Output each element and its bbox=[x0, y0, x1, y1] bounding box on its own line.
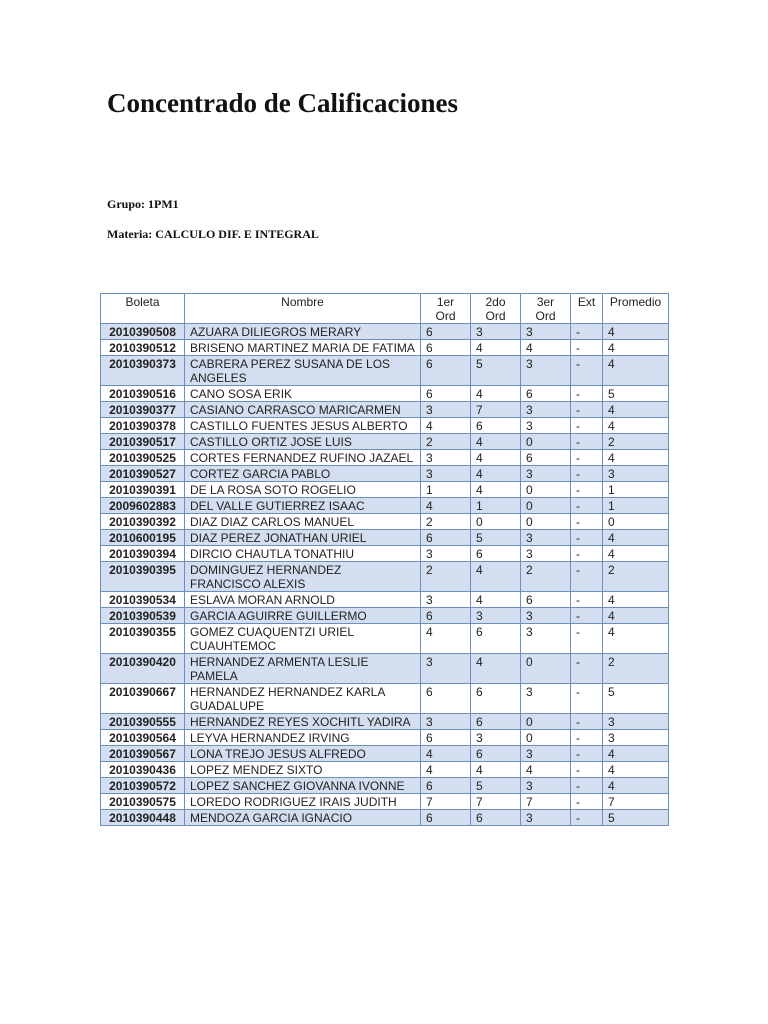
ord3-cell: 0 bbox=[521, 482, 571, 498]
ext-cell: - bbox=[571, 530, 603, 546]
nombre-cell: HERNANDEZ ARMENTA LESLIE PAMELA bbox=[185, 654, 421, 684]
nombre-cell: LOPEZ SANCHEZ GIOVANNA IVONNE bbox=[185, 778, 421, 794]
ext-cell: - bbox=[571, 592, 603, 608]
ord2-cell: 4 bbox=[471, 562, 521, 592]
ord1-cell: 3 bbox=[421, 466, 471, 482]
ord3-cell: 3 bbox=[521, 418, 571, 434]
promedio-cell: 4 bbox=[603, 324, 669, 340]
boleta-cell: 2010390527 bbox=[101, 466, 185, 482]
nombre-cell: MENDOZA GARCIA IGNACIO bbox=[185, 810, 421, 826]
ord1-cell: 4 bbox=[421, 498, 471, 514]
ord2-cell: 7 bbox=[471, 794, 521, 810]
header-3er-ord: 3er Ord bbox=[521, 294, 571, 324]
ord3-cell: 6 bbox=[521, 386, 571, 402]
ord2-cell: 4 bbox=[471, 466, 521, 482]
ord3-cell: 3 bbox=[521, 746, 571, 762]
table-row bbox=[101, 592, 669, 608]
header-promedio: Promedio bbox=[603, 294, 669, 324]
boleta-cell: 2010390512 bbox=[101, 340, 185, 356]
ord2-cell: 6 bbox=[471, 810, 521, 826]
nombre-cell: DIAZ DIAZ CARLOS MANUEL bbox=[185, 514, 421, 530]
nombre-cell: AZUARA DILIEGROS MERARY bbox=[185, 324, 421, 340]
ord3-cell: 3 bbox=[521, 466, 571, 482]
header-ext: Ext bbox=[571, 294, 603, 324]
promedio-cell: 4 bbox=[603, 746, 669, 762]
boleta-cell: 2010600195 bbox=[101, 530, 185, 546]
ord2-cell: 4 bbox=[471, 482, 521, 498]
ord3-cell: 0 bbox=[521, 434, 571, 450]
table-row bbox=[101, 762, 669, 778]
boleta-cell: 2010390564 bbox=[101, 730, 185, 746]
ext-cell: - bbox=[571, 730, 603, 746]
ord2-cell: 3 bbox=[471, 730, 521, 746]
promedio-cell: 4 bbox=[603, 762, 669, 778]
grades-table bbox=[100, 293, 669, 826]
ext-cell: - bbox=[571, 498, 603, 514]
ord1-cell: 6 bbox=[421, 810, 471, 826]
ord2-cell: 4 bbox=[471, 762, 521, 778]
table-row bbox=[101, 450, 669, 466]
ext-cell: - bbox=[571, 794, 603, 810]
ext-cell: - bbox=[571, 778, 603, 794]
ext-cell: - bbox=[571, 340, 603, 356]
ord3-cell: 3 bbox=[521, 402, 571, 418]
promedio-cell: 2 bbox=[603, 654, 669, 684]
ext-cell: - bbox=[571, 324, 603, 340]
boleta-cell: 2010390436 bbox=[101, 762, 185, 778]
ord1-cell: 6 bbox=[421, 730, 471, 746]
ord2-cell: 6 bbox=[471, 418, 521, 434]
table-row bbox=[101, 340, 669, 356]
ord1-cell: 3 bbox=[421, 450, 471, 466]
table-row bbox=[101, 778, 669, 794]
ord3-cell: 6 bbox=[521, 450, 571, 466]
nombre-cell: CASTILLO FUENTES JESUS ALBERTO bbox=[185, 418, 421, 434]
nombre-cell: DOMINGUEZ HERNANDEZ FRANCISCO ALEXIS bbox=[185, 562, 421, 592]
ord2-cell: 4 bbox=[471, 592, 521, 608]
ord1-cell: 2 bbox=[421, 514, 471, 530]
ord2-cell: 6 bbox=[471, 684, 521, 714]
nombre-cell: DIRCIO CHAUTLA TONATHIU bbox=[185, 546, 421, 562]
boleta-cell: 2010390516 bbox=[101, 386, 185, 402]
ord2-cell: 6 bbox=[471, 624, 521, 654]
ord2-cell: 4 bbox=[471, 386, 521, 402]
nombre-cell: GOMEZ CUAQUENTZI URIEL CUAUHTEMOC bbox=[185, 624, 421, 654]
header-boleta: Boleta bbox=[101, 294, 185, 324]
ord2-cell: 3 bbox=[471, 324, 521, 340]
ord1-cell: 3 bbox=[421, 654, 471, 684]
promedio-cell: 1 bbox=[603, 498, 669, 514]
nombre-cell: ESLAVA MORAN ARNOLD bbox=[185, 592, 421, 608]
ext-cell: - bbox=[571, 514, 603, 530]
table-row bbox=[101, 714, 669, 730]
ord3-cell: 3 bbox=[521, 684, 571, 714]
ord2-cell: 5 bbox=[471, 530, 521, 546]
promedio-cell: 2 bbox=[603, 562, 669, 592]
boleta-cell: 2010390555 bbox=[101, 714, 185, 730]
boleta-cell: 2010390539 bbox=[101, 608, 185, 624]
promedio-cell: 4 bbox=[603, 356, 669, 386]
table-row bbox=[101, 466, 669, 482]
ord3-cell: 3 bbox=[521, 530, 571, 546]
ord2-cell: 5 bbox=[471, 778, 521, 794]
boleta-cell: 2010390575 bbox=[101, 794, 185, 810]
ext-cell: - bbox=[571, 562, 603, 592]
ord2-cell: 3 bbox=[471, 608, 521, 624]
ord1-cell: 6 bbox=[421, 608, 471, 624]
ext-cell: - bbox=[571, 684, 603, 714]
ord2-cell: 6 bbox=[471, 746, 521, 762]
boleta-cell: 2010390420 bbox=[101, 654, 185, 684]
ord3-cell: 2 bbox=[521, 562, 571, 592]
boleta-cell: 2009602883 bbox=[101, 498, 185, 514]
ord3-cell: 0 bbox=[521, 654, 571, 684]
ord2-cell: 4 bbox=[471, 340, 521, 356]
ord3-cell: 3 bbox=[521, 608, 571, 624]
nombre-cell: CABRERA PEREZ SUSANA DE LOS ANGELES bbox=[185, 356, 421, 386]
promedio-cell: 4 bbox=[603, 450, 669, 466]
table-row bbox=[101, 684, 669, 714]
header-nombre: Nombre bbox=[185, 294, 421, 324]
table-row bbox=[101, 746, 669, 762]
ext-cell: - bbox=[571, 654, 603, 684]
ord1-cell: 6 bbox=[421, 340, 471, 356]
nombre-cell: DIAZ PEREZ JONATHAN URIEL bbox=[185, 530, 421, 546]
ord2-cell: 6 bbox=[471, 714, 521, 730]
nombre-cell: LOREDO RODRIGUEZ IRAIS JUDITH bbox=[185, 794, 421, 810]
ext-cell: - bbox=[571, 546, 603, 562]
boleta-cell: 2010390392 bbox=[101, 514, 185, 530]
boleta-cell: 2010390525 bbox=[101, 450, 185, 466]
promedio-cell: 4 bbox=[603, 778, 669, 794]
ord3-cell: 0 bbox=[521, 498, 571, 514]
promedio-cell: 0 bbox=[603, 514, 669, 530]
table-row bbox=[101, 530, 669, 546]
table-row bbox=[101, 418, 669, 434]
ord1-cell: 2 bbox=[421, 434, 471, 450]
ext-cell: - bbox=[571, 762, 603, 778]
promedio-cell: 5 bbox=[603, 386, 669, 402]
boleta-cell: 2010390567 bbox=[101, 746, 185, 762]
boleta-cell: 2010390355 bbox=[101, 624, 185, 654]
nombre-cell: GARCIA AGUIRRE GUILLERMO bbox=[185, 608, 421, 624]
nombre-cell: CASIANO CARRASCO MARICARMEN bbox=[185, 402, 421, 418]
ord1-cell: 6 bbox=[421, 356, 471, 386]
ord3-cell: 3 bbox=[521, 356, 571, 386]
ext-cell: - bbox=[571, 386, 603, 402]
nombre-cell: CORTEZ GARCIA PABLO bbox=[185, 466, 421, 482]
ext-cell: - bbox=[571, 418, 603, 434]
promedio-cell: 4 bbox=[603, 546, 669, 562]
ord1-cell: 4 bbox=[421, 624, 471, 654]
ord1-cell: 4 bbox=[421, 746, 471, 762]
promedio-cell: 4 bbox=[603, 340, 669, 356]
table-header-row bbox=[101, 294, 669, 324]
ord3-cell: 0 bbox=[521, 514, 571, 530]
ord1-cell: 1 bbox=[421, 482, 471, 498]
ord1-cell: 7 bbox=[421, 794, 471, 810]
boleta-cell: 2010390377 bbox=[101, 402, 185, 418]
boleta-cell: 2010390394 bbox=[101, 546, 185, 562]
ord1-cell: 6 bbox=[421, 324, 471, 340]
promedio-cell: 4 bbox=[603, 624, 669, 654]
table-row bbox=[101, 562, 669, 592]
ext-cell: - bbox=[571, 482, 603, 498]
table-row bbox=[101, 794, 669, 810]
table-row bbox=[101, 730, 669, 746]
promedio-cell: 5 bbox=[603, 684, 669, 714]
ext-cell: - bbox=[571, 434, 603, 450]
table-row bbox=[101, 434, 669, 450]
ord3-cell: 3 bbox=[521, 546, 571, 562]
ord2-cell: 0 bbox=[471, 514, 521, 530]
table-row bbox=[101, 514, 669, 530]
promedio-cell: 1 bbox=[603, 482, 669, 498]
ext-cell: - bbox=[571, 746, 603, 762]
table-row bbox=[101, 356, 669, 386]
ord1-cell: 3 bbox=[421, 402, 471, 418]
nombre-cell: HERNANDEZ REYES XOCHITL YADIRA bbox=[185, 714, 421, 730]
ord3-cell: 0 bbox=[521, 730, 571, 746]
ext-cell: - bbox=[571, 450, 603, 466]
boleta-cell: 2010390572 bbox=[101, 778, 185, 794]
ext-cell: - bbox=[571, 714, 603, 730]
ord1-cell: 6 bbox=[421, 684, 471, 714]
table-row bbox=[101, 498, 669, 514]
nombre-cell: DEL VALLE GUTIERREZ ISAAC bbox=[185, 498, 421, 514]
boleta-cell: 2010390395 bbox=[101, 562, 185, 592]
nombre-cell: LONA TREJO JESUS ALFREDO bbox=[185, 746, 421, 762]
group-label: Grupo: 1PM1 bbox=[107, 197, 179, 211]
table-body bbox=[101, 324, 669, 826]
ord1-cell: 4 bbox=[421, 418, 471, 434]
ord3-cell: 3 bbox=[521, 778, 571, 794]
promedio-cell: 3 bbox=[603, 730, 669, 746]
ord3-cell: 3 bbox=[521, 624, 571, 654]
ord1-cell: 6 bbox=[421, 386, 471, 402]
table-row bbox=[101, 624, 669, 654]
table-row bbox=[101, 386, 669, 402]
promedio-cell: 4 bbox=[603, 418, 669, 434]
ord1-cell: 3 bbox=[421, 592, 471, 608]
nombre-cell: CORTES FERNANDEZ RUFINO JAZAEL bbox=[185, 450, 421, 466]
ord1-cell: 6 bbox=[421, 530, 471, 546]
ext-cell: - bbox=[571, 356, 603, 386]
boleta-cell: 2010390667 bbox=[101, 684, 185, 714]
table-row bbox=[101, 546, 669, 562]
subject-label: Materia: CALCULO DIF. E INTEGRAL bbox=[107, 227, 319, 241]
nombre-cell: HERNANDEZ HERNANDEZ KARLA GUADALUPE bbox=[185, 684, 421, 714]
ord3-cell: 3 bbox=[521, 810, 571, 826]
ord2-cell: 5 bbox=[471, 356, 521, 386]
promedio-cell: 4 bbox=[603, 592, 669, 608]
boleta-cell: 2010390391 bbox=[101, 482, 185, 498]
ext-cell: - bbox=[571, 402, 603, 418]
promedio-cell: 2 bbox=[603, 434, 669, 450]
ext-cell: - bbox=[571, 466, 603, 482]
ord3-cell: 4 bbox=[521, 340, 571, 356]
table-row bbox=[101, 810, 669, 826]
boleta-cell: 2010390373 bbox=[101, 356, 185, 386]
ord2-cell: 6 bbox=[471, 546, 521, 562]
nombre-cell: BRISENO MARTINEZ MARIA DE FATIMA bbox=[185, 340, 421, 356]
boleta-cell: 2010390378 bbox=[101, 418, 185, 434]
header-2do-ord: 2do Ord bbox=[471, 294, 521, 324]
document-title: Concentrado de Calificaciones bbox=[107, 88, 458, 118]
ord1-cell: 3 bbox=[421, 714, 471, 730]
promedio-cell: 4 bbox=[603, 402, 669, 418]
nombre-cell: DE LA ROSA SOTO ROGELIO bbox=[185, 482, 421, 498]
ord1-cell: 2 bbox=[421, 562, 471, 592]
table-row bbox=[101, 608, 669, 624]
promedio-cell: 7 bbox=[603, 794, 669, 810]
ord3-cell: 0 bbox=[521, 714, 571, 730]
ext-cell: - bbox=[571, 624, 603, 654]
table-row bbox=[101, 402, 669, 418]
promedio-cell: 4 bbox=[603, 608, 669, 624]
nombre-cell: LEYVA HERNANDEZ IRVING bbox=[185, 730, 421, 746]
header-1er-ord: 1er Ord bbox=[421, 294, 471, 324]
ord3-cell: 6 bbox=[521, 592, 571, 608]
ord2-cell: 4 bbox=[471, 434, 521, 450]
ord3-cell: 7 bbox=[521, 794, 571, 810]
nombre-cell: CANO SOSA ERIK bbox=[185, 386, 421, 402]
ord1-cell: 4 bbox=[421, 762, 471, 778]
table-row bbox=[101, 324, 669, 340]
ord2-cell: 4 bbox=[471, 654, 521, 684]
ord3-cell: 3 bbox=[521, 324, 571, 340]
ord1-cell: 3 bbox=[421, 546, 471, 562]
boleta-cell: 2010390448 bbox=[101, 810, 185, 826]
nombre-cell: LOPEZ MENDEZ SIXTO bbox=[185, 762, 421, 778]
table-row bbox=[101, 654, 669, 684]
promedio-cell: 5 bbox=[603, 810, 669, 826]
promedio-cell: 4 bbox=[603, 530, 669, 546]
boleta-cell: 2010390534 bbox=[101, 592, 185, 608]
ord2-cell: 7 bbox=[471, 402, 521, 418]
ext-cell: - bbox=[571, 608, 603, 624]
ord3-cell: 4 bbox=[521, 762, 571, 778]
promedio-cell: 3 bbox=[603, 714, 669, 730]
table-row bbox=[101, 482, 669, 498]
boleta-cell: 2010390508 bbox=[101, 324, 185, 340]
ord2-cell: 1 bbox=[471, 498, 521, 514]
ext-cell: - bbox=[571, 810, 603, 826]
boleta-cell: 2010390517 bbox=[101, 434, 185, 450]
promedio-cell: 3 bbox=[603, 466, 669, 482]
nombre-cell: CASTILLO ORTIZ JOSE LUIS bbox=[185, 434, 421, 450]
ord1-cell: 6 bbox=[421, 778, 471, 794]
ord2-cell: 4 bbox=[471, 450, 521, 466]
